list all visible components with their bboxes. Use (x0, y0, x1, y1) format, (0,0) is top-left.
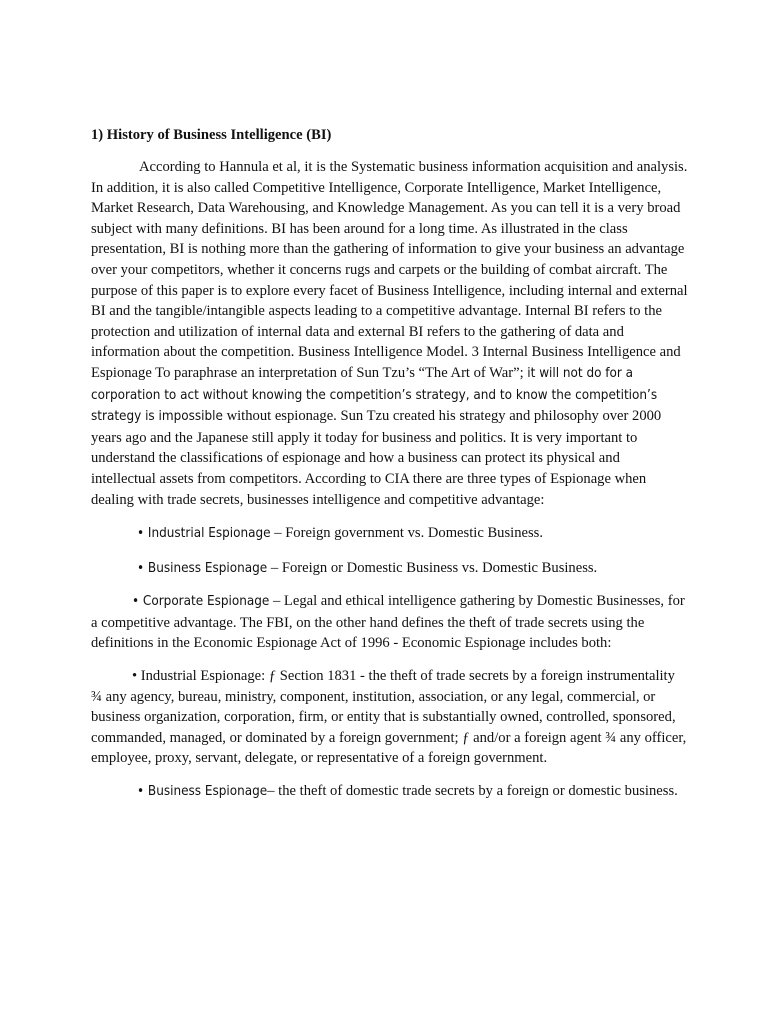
bullet-text: – Legal and ethical intelligence gathering by Domestic Businesses, for a competitive advantage. The FBI, on the other hand defines the theft of trade secrets using the definitions in the Economic Espionage Act of 1996 - Economic Espionage includes both: (91, 593, 685, 652)
intro-text-part1: According to Hannula et al, it is the Systematic business information acquisition and analysis. In addition, it is also called Competitive Intelligence, Corporate Intelligence, Market Intelligence, Market Research, Data Warehousing, and Knowledge Management. As you can tell it is a very broad subject with many definitions. BI has been around for a long time. As illustrated in the class presentation, BI is nothing more than the gathering of information to give your business an advantage over your competitors, whether it concerns rugs and carpets or the building of combat aircraft. The purpose of this paper is to explore every facet of Business Intelligence, including internal and external BI and the tangible/intangible aspects leading to a competitive advantage. Internal BI refers to the protection and utilization of internal data and external BI refers to the gathering of data and information about the competition. Business Intelligence Model. 3 Internal Business Intelligence and Espionage To paraphrase an interpretation of Sun Tzu’s “The Art of War”; (91, 159, 688, 381)
bullet-text: – the theft of domestic trade secrets by a foreign or domestic business. (267, 783, 678, 800)
bullet-industrial-espionage (91, 523, 688, 545)
bullet-corporate-espionage (91, 591, 688, 654)
bullet-text: – Foreign or Domestic Business vs. Domestic Business. (267, 559, 598, 576)
intro-text-part3: without espionage. Sun Tzu created his strategy and philosophy over 2000 years ago and the Japanese still apply it today for business and politics. It is very important to understand the classifications of espionage and how a business can protect its physical and intellectual assets from competitors. According to CIA there are three types of Espionage when dealing with trade secrets, businesses intelligence and competitive advantage: (91, 408, 662, 508)
bullet-text: – Foreign government vs. Domestic Business. (270, 525, 543, 542)
bullet-term: • Industrial Espionage (137, 526, 271, 542)
intro-text-part2: it will not do for a corporation to act without knowing the competition’s strategy, and to know the competition’s strategy is impossible (91, 365, 658, 425)
bullet-business-espionage (91, 558, 688, 580)
bullet-term: • Business Espionage (137, 784, 268, 800)
intro-paragraph (91, 157, 688, 510)
bullet-business-espionage-fbi (91, 781, 688, 803)
bullet-term: • Business Espionage (137, 560, 268, 576)
bullet-term: • Corporate Espionage (132, 594, 270, 610)
bullet-industrial-espionage-fbi (91, 666, 688, 769)
bullet-text: • Industrial Espionage: ƒ Section 1831 - the theft of trade secrets by a foreign instrumentality ¾ any agency, bureau, ministry, component, institution, association, or any legal, commercial, or business organization, corporation, firm, or entity that is substantially owned, controlled, sponsored, commanded, managed, or dominated by a foreign government; ƒ and/or a foreign agent ¾ any officer, employee, proxy, servant, delegate, or representative of a foreign government. (91, 668, 687, 767)
section-heading: 1) History of Business Intelligence (BI) (91, 127, 332, 143)
